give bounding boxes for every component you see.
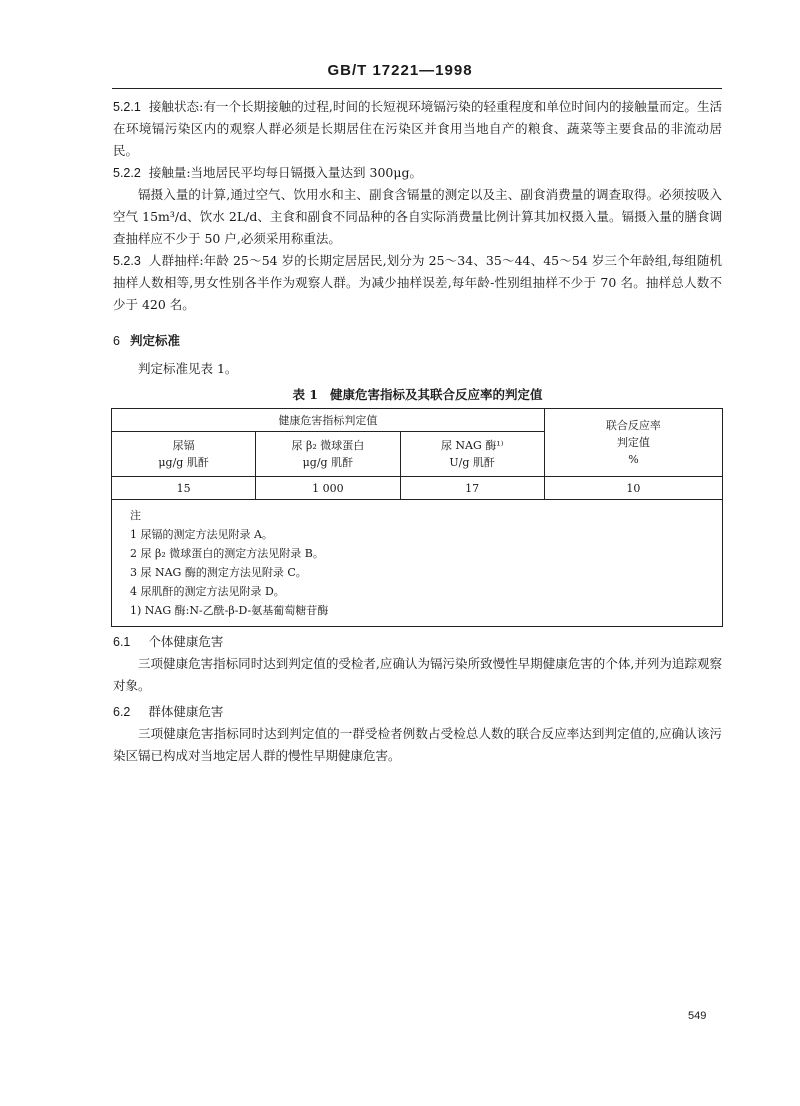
table-number: 表 1: [292, 387, 319, 402]
table-caption: [113, 384, 722, 406]
section-6-1-title: [113, 631, 722, 653]
group-header-cell: 健康危害指标判定值: [112, 409, 545, 432]
value-nag-enzyme: 17: [400, 477, 544, 500]
column-header-nag-enzyme: [400, 432, 544, 477]
section-heading: 个体健康危害: [148, 634, 224, 649]
column-unit: U/g 肌酐: [449, 456, 495, 469]
value-urine-cadmium: 15: [112, 477, 256, 500]
note-item: 2 尿 β₂ 微球蛋白的测定方法见附录 B。: [130, 547, 324, 560]
page-number: 549: [688, 1010, 707, 1022]
table-notes-cell: [112, 500, 723, 627]
section-5-2-2: [113, 162, 722, 184]
section-5-2-2-paragraph: 镉摄入量的计算,通过空气、饮用水和主、副食含镉量的测定以及主、副食消费量的调查取得。必须按吸入空气 15m³/d、饮水 2L/d、主食和副食不同品种的各自实际消费量比例计算其加权摄入量。镉摄入量的膳食调查抽样应不少于 50 户,必须采用称重法。: [113, 187, 722, 246]
section-heading: 群体健康危害: [148, 704, 224, 719]
section-text: 接触状态:有一个长期接触的过程,时间的长短视环境镉污染的轻重程度和单位时间内的接触量而定。生活在环境镉污染区内的观察人群必须是长期居住在污染区并食用当地自产的粮食、蔬菜等主要食品的非流动居民。: [113, 99, 722, 158]
value-combined-rate: 10: [544, 477, 722, 500]
combined-rate-unit: %: [628, 453, 639, 466]
column-unit: μg/g 肌酐: [302, 456, 354, 469]
note-label: 注: [130, 509, 141, 522]
section-5-2-3: [113, 250, 722, 316]
section-5-2-1: [113, 96, 722, 162]
section-text: 接触量:当地居民平均每日镉摄入量达到 300μg。: [148, 165, 422, 180]
column-name: 尿 β₂ 微球蛋白: [291, 439, 365, 452]
section-number: 6.2: [113, 705, 131, 719]
section-number: 5.2.2: [113, 166, 141, 180]
section-number: 6.1: [113, 635, 131, 649]
column-name: 尿镉: [172, 439, 195, 452]
document-header: GB/T 17221—1998: [327, 62, 473, 79]
section-number: 5.2.3: [113, 254, 141, 268]
section-6-2-text: 三项健康危害指标同时达到判定值的一群受检者例数占受检总人数的联合反应率达到判定值的,应确认该污染区镉已构成对当地定居人群的慢性早期健康危害。: [113, 726, 722, 763]
combined-rate-header-cell: [544, 409, 722, 477]
section-text: 人群抽样:年龄 25～54 岁的长期定居居民,划分为 25～34、35～44、45～54 岁三个年龄组,每组随机抽样人数相等,男女性别各半作为观察人群。为减少抽样误差,每年龄-性别组抽样不少于 70 名。抽样总人数不少于 420 名。: [113, 253, 722, 312]
column-header-urine-cadmium: [112, 432, 256, 477]
combined-rate-label-2: 判定值: [616, 436, 650, 449]
value-beta2-microglobulin: 1 000: [256, 477, 400, 500]
table-header-row: [112, 409, 723, 432]
section-heading: 判定标准: [129, 333, 180, 348]
criteria-table: [111, 408, 723, 627]
section-6-2-title: [113, 701, 722, 723]
note-item: 1 尿镉的测定方法见附录 A。: [130, 528, 273, 541]
document-body: [113, 96, 722, 767]
section-number: 6: [113, 334, 120, 348]
column-unit: μg/g 肌酐: [158, 456, 209, 469]
column-name: 尿 NAG 酶¹⁾: [440, 439, 504, 452]
table-row: [112, 477, 723, 500]
table-title: 健康危害指标及其联合反应率的判定值: [330, 387, 543, 402]
section-6-intro: 判定标准见表 1。: [138, 361, 238, 376]
header-rule: [112, 88, 722, 89]
section-number: 5.2.1: [113, 100, 141, 114]
combined-rate-label: 联合反应率: [605, 419, 661, 432]
column-header-beta2-microglobulin: [256, 432, 400, 477]
table-notes-row: [112, 500, 723, 627]
footnote-item: 1) NAG 酶:N-乙酰-β-D-氨基葡萄糖苷酶: [130, 604, 329, 617]
section-6-1-text: 三项健康危害指标同时达到判定值的受检者,应确认为镉污染所致慢性早期健康危害的个体,并列为追踪观察对象。: [113, 656, 722, 693]
note-item: 3 尿 NAG 酶的测定方法见附录 C。: [130, 566, 307, 579]
section-6-title: [113, 330, 722, 352]
note-item: 4 尿肌酐的测定方法见附录 D。: [130, 585, 285, 598]
